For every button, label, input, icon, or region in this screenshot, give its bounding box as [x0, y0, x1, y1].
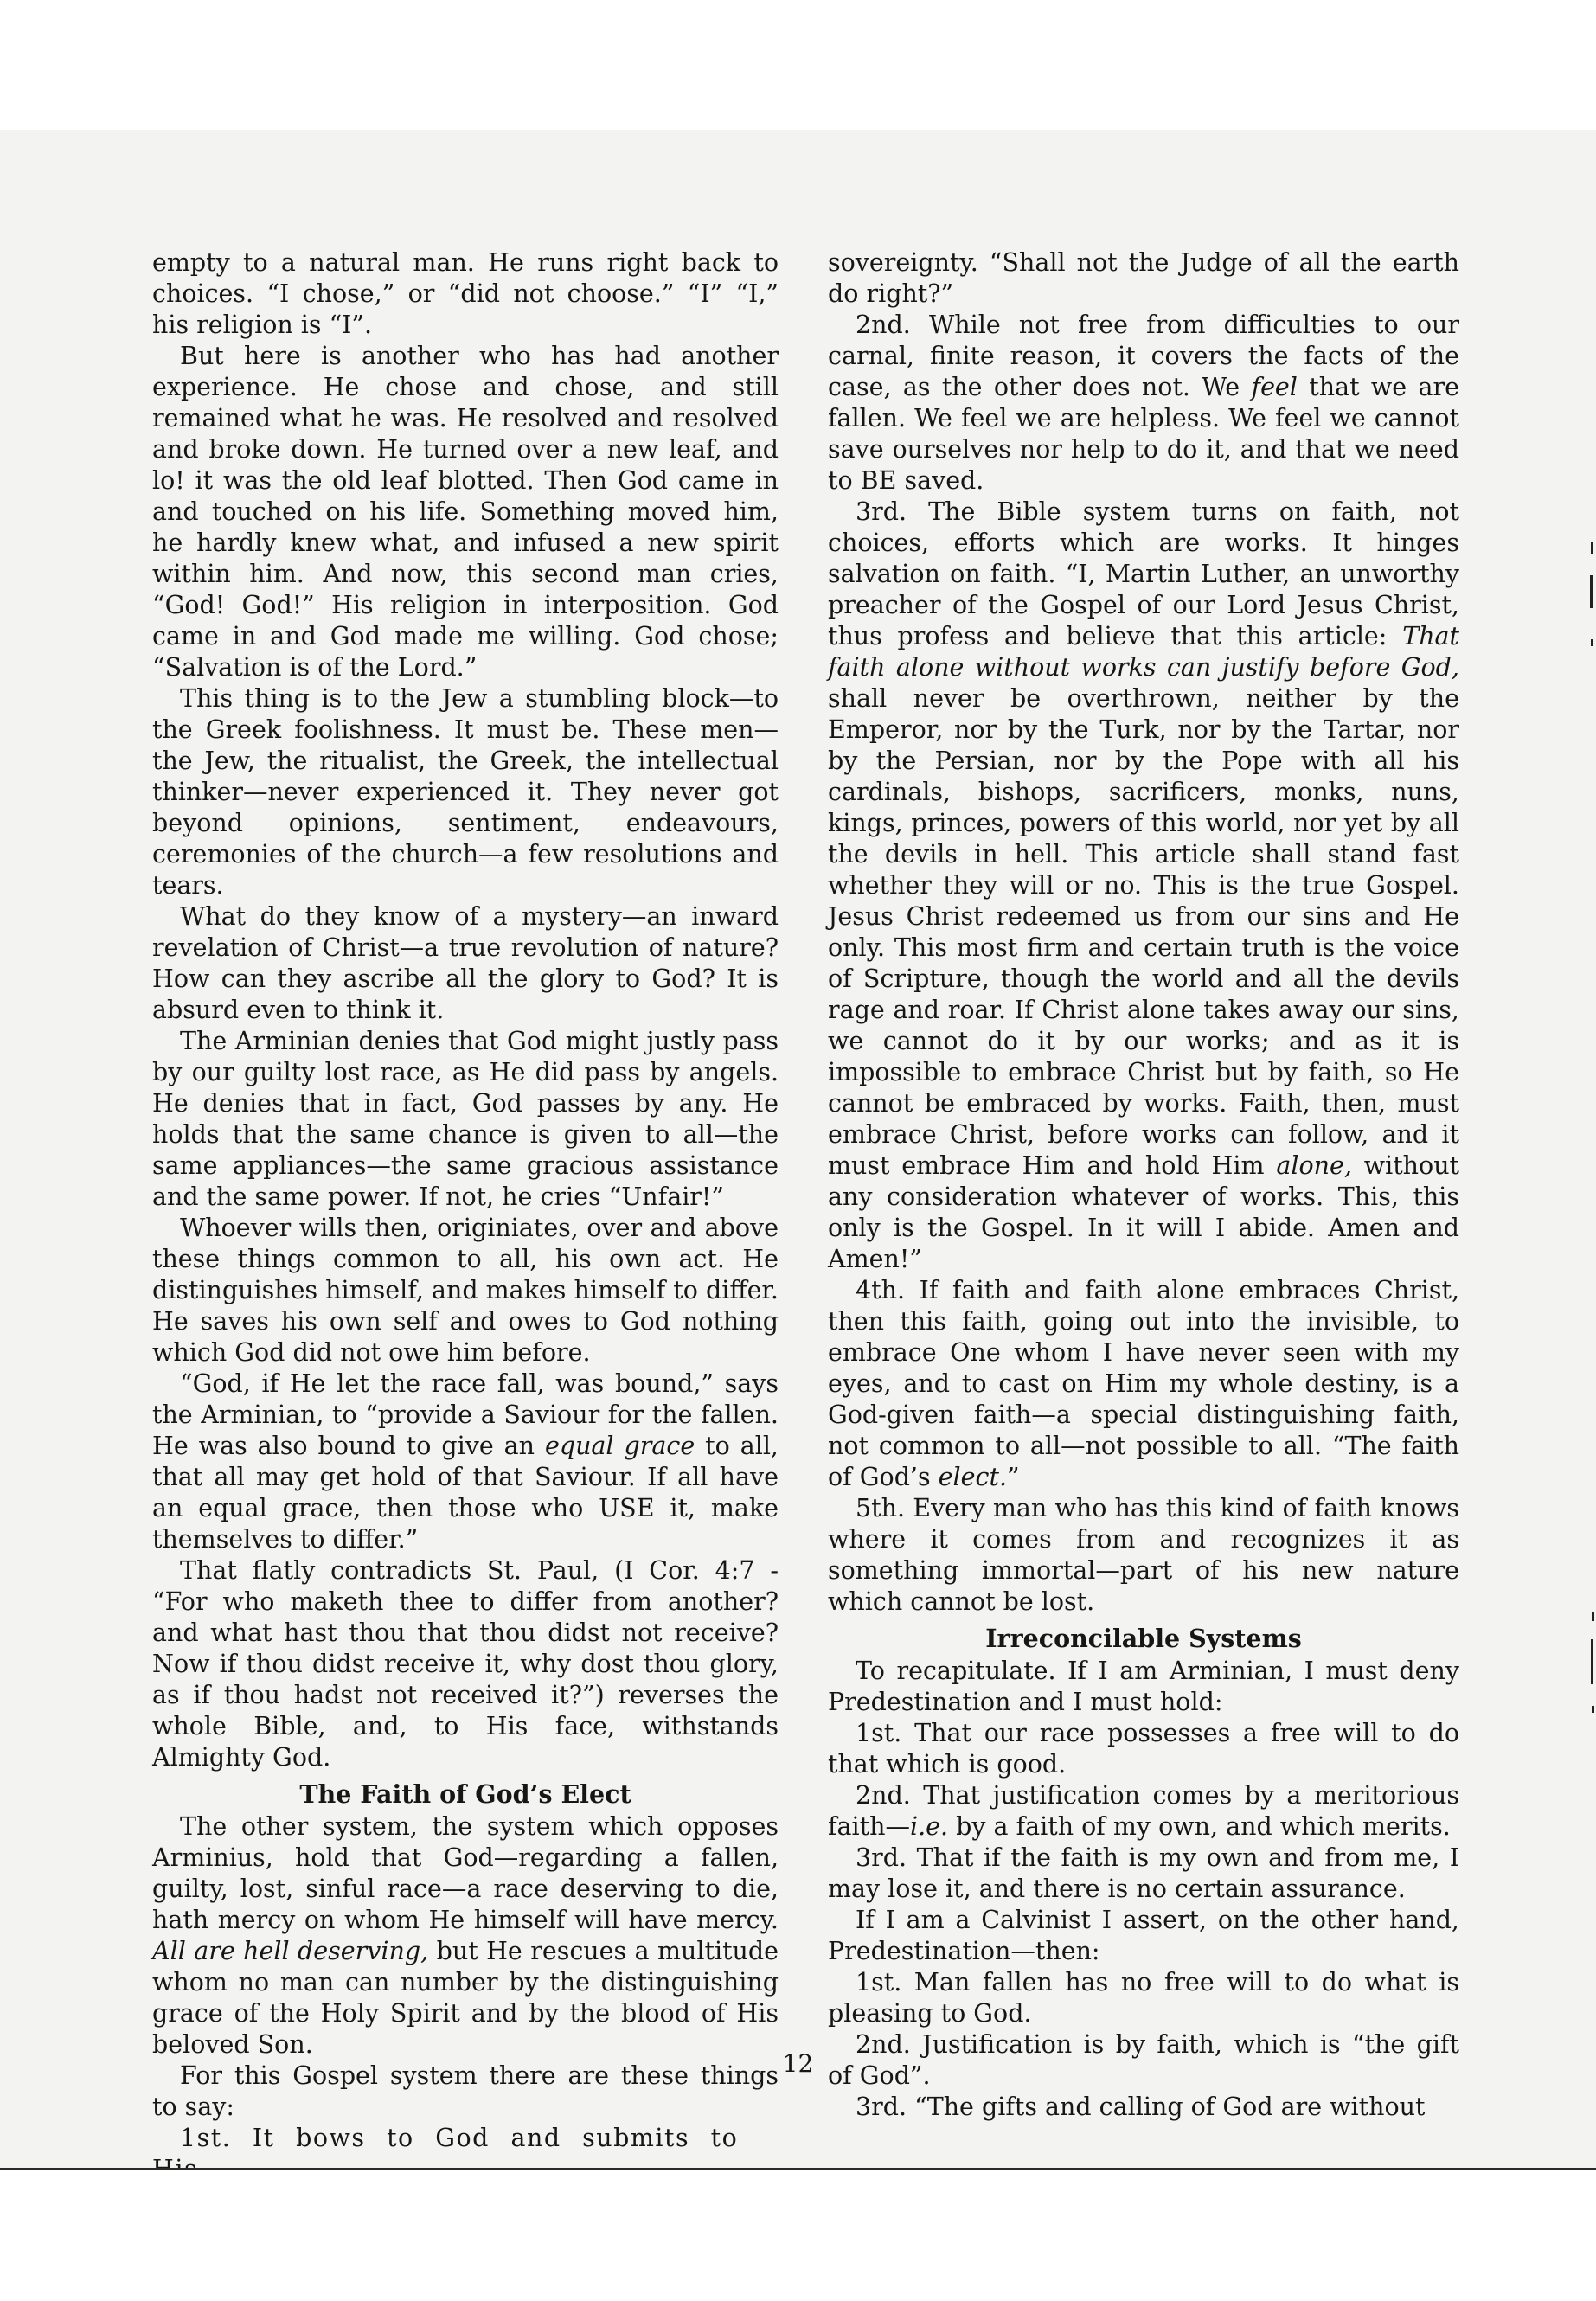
margin-mark	[1590, 575, 1593, 608]
text-run: ”	[1007, 1463, 1020, 1491]
section-heading: Irreconcilable Systems	[985, 1624, 1302, 1653]
text-run: 2nd. While not free from difficulties to our carnal, finite reason, it covers the facts of the case, as the other does not. We	[828, 311, 1459, 401]
right-paragraph	[828, 1275, 1459, 1493]
text-run: 4th. If faith and faith alone embraces Christ, then this faith, going out into the invisible, to embrace One whom I have never seen with my eyes, and to cast on Him my whole destiny, is a God-given faith—a special distinguishing faith, not common to all—not possible to all. “The faith of God’s	[828, 1276, 1459, 1491]
left-paragraph	[152, 1368, 779, 1555]
left-paragraph: This thing is to the Jew a stumbling block—to the Greek foolishness. It must be. These men—the Jew, the ritualist, the Greek, the intellectual thinker—never experienced it. They never got beyond opinions, sentiment, endeavours, ceremonies of the church—a few resolutions and tears.	[152, 684, 779, 900]
scan-bottom-margin	[0, 2170, 1596, 2301]
right-paragraph: 3rd. That if the faith is my own and from me, I may lose it, and there is no certain assurance.	[828, 1843, 1459, 1903]
margin-mark	[1591, 639, 1593, 646]
left-paragraph: The Arminian denies that God might justly pass by our guilty lost race, as He did pass by angels. He denies that in fact, God passes by any. He holds that the same chance is given to all—the same appliances—the same gracious assistance and the same power. If not, he cries “Unfair!”	[152, 1027, 779, 1211]
emphasis: i.e.	[909, 1812, 949, 1841]
right-paragraph	[828, 1780, 1459, 1843]
right-paragraph: sovereignty. “Shall not the Judge of all the earth do right?”	[828, 248, 1459, 308]
left-paragraph: empty to a natural man. He runs right back to choices. “I chose,” or “did not choose.” “I” “I,” his religion is “I”.	[152, 248, 779, 339]
section-heading: The Faith of God’s Elect	[299, 1779, 631, 1809]
text-run: shall never be overthrown, neither by the Emperor, nor by the Turk, nor by the Tartar, nor by the Persian, nor by the Pope with all his cardinals, bishops, sacrificers, monks, nuns, kings, princes, powers of this world, nor yet by all the devils in hell. This article shall stand fast whether they will or no. This is the true Gospel. Jesus Christ redeemed us from our sins and He only. This most firm and certain truth is the voice of Scripture, though the world and all the devils rage and roar. If Christ alone takes away our sins, we cannot do it by our works; and as it is impossible to embrace Christ but by faith, so He cannot be embraced by works. Faith, then, must embrace Christ, before works can follow, and it must embrace Him and hold Him	[828, 684, 1459, 1180]
left-paragraph: But here is another who has had another experience. He chose and chose, and still remained what he was. He resolved and resolved and broke down. He turned over a new leaf, and lo! it was the old leaf blotted. Then God came in and touched on his life. Something moved him, he hardly knew what, and infused a new spirit within him. And now, this second man cries, “God! God!” His religion in interposition. God came in and God made me willing. God chose; “Salvation is of the Lord.”	[152, 342, 779, 682]
left-paragraph: Whoever wills then, originiates, over and above these things common to all, his own act. He distinguishes himself, and makes himself to differ. He saves his own self and owes to God nothing which God did not owe him before.	[152, 1214, 779, 1367]
right-paragraph: If I am a Calvinist I assert, on the other hand, Predestination—then:	[828, 1906, 1459, 1965]
left-paragraph: For this Gospel system there are these things to say:	[152, 2061, 779, 2121]
margin-mark	[1591, 1639, 1593, 1684]
right-paragraph: 1st. That our race possesses a free will to do that which is good.	[828, 1719, 1459, 1779]
left-paragraph: That flatly contradicts St. Paul, (I Cor. 4:7 - “For who maketh thee to differ from another? and what hast thou that thou didst not receive? Now if thou didst receive it, why dost thou glory, as if thou hadst not received it?”) reverses the whole Bible, and, to His face, withstands Almighty God.	[152, 1556, 779, 1772]
emphasis: elect.	[938, 1463, 1008, 1491]
text-run: but He rescues a multitude whom no man can number by the distinguishing grace of the Holy Spirit and by the blood of His beloved Son.	[152, 1937, 779, 2059]
emphasis: alone,	[1276, 1151, 1352, 1180]
right-paragraph	[828, 310, 1459, 497]
emphasis: feel	[1251, 373, 1298, 401]
left-column	[152, 247, 779, 2185]
text-run: without any consideration whatever of works. This, this only is the Gospel. In it will I abide. Amen and Amen!”	[828, 1151, 1460, 1273]
scan-top-margin	[0, 0, 1596, 130]
text-run: 2nd. That justification comes by a meritorious faith—	[828, 1781, 1459, 1841]
emphasis: All are hell deserving,	[152, 1937, 429, 1965]
text-run: 3rd. The Bible system turns on faith, not choices, efforts which are works. It hinges salvation on faith. “I, Martin Luther, an unworthy preacher of the Gospel of our Lord Jesus Christ, thus profess and believe that this article:	[828, 497, 1459, 651]
text-run: to all, that all may get hold of that Saviour. If all have an equal grace, then those who USE it, make themselves to differ.”	[152, 1432, 779, 1554]
left-paragraph: 1st. It bows to God and submits to	[180, 2124, 739, 2152]
text-run: by a faith of my own, and which merits.	[948, 1812, 1451, 1841]
right-paragraph: 5th. Every man who has this kind of faith knows where it comes from and recognizes it as something immortal—part of his new nature which cannot be lost.	[828, 1494, 1459, 1616]
right-column	[828, 247, 1459, 2123]
text-run: The other system, the system which opposes Arminius, hold that God—regarding a fallen, guilty, lost, sinful race—a race deserving to die, hath mercy on whom He himself will have mercy.	[152, 1812, 779, 1934]
page-number: 12	[782, 2049, 814, 2078]
text-run: “God, if He let the race fall, was bound,” says the Arminian, to “provide a Saviour for the fallen. He was also bound to give an	[152, 1369, 779, 1460]
emphasis: equal grace	[544, 1432, 695, 1460]
right-paragraph: To recapitulate. If I am Arminian, I must deny Predestination and I must hold:	[828, 1657, 1459, 1716]
margin-mark	[1592, 1706, 1594, 1713]
text-run: that we are fallen. We feel we are helpless. We feel we cannot save ourselves nor help to do it, and that we need to BE saved.	[828, 373, 1459, 495]
right-paragraph: 1st. Man fallen has no free will to do what is pleasing to God.	[828, 1968, 1459, 2028]
left-paragraph	[152, 1811, 779, 2061]
right-paragraph: 2nd. Justification is by faith, which is “the gift of God”.	[828, 2030, 1459, 2090]
margin-mark	[1591, 542, 1593, 554]
right-paragraph	[828, 497, 1459, 1275]
right-paragraph: 3rd. “The gifts and calling of God are without	[856, 2093, 1426, 2121]
emphasis: That faith alone without works can justify before God,	[828, 622, 1459, 682]
margin-mark	[1592, 1612, 1594, 1621]
left-paragraph: What do they know of a mystery—an inward revelation of Christ—a true revolution of nature? How can they ascribe all the glory to God? It is absurd even to think it.	[152, 902, 779, 1024]
